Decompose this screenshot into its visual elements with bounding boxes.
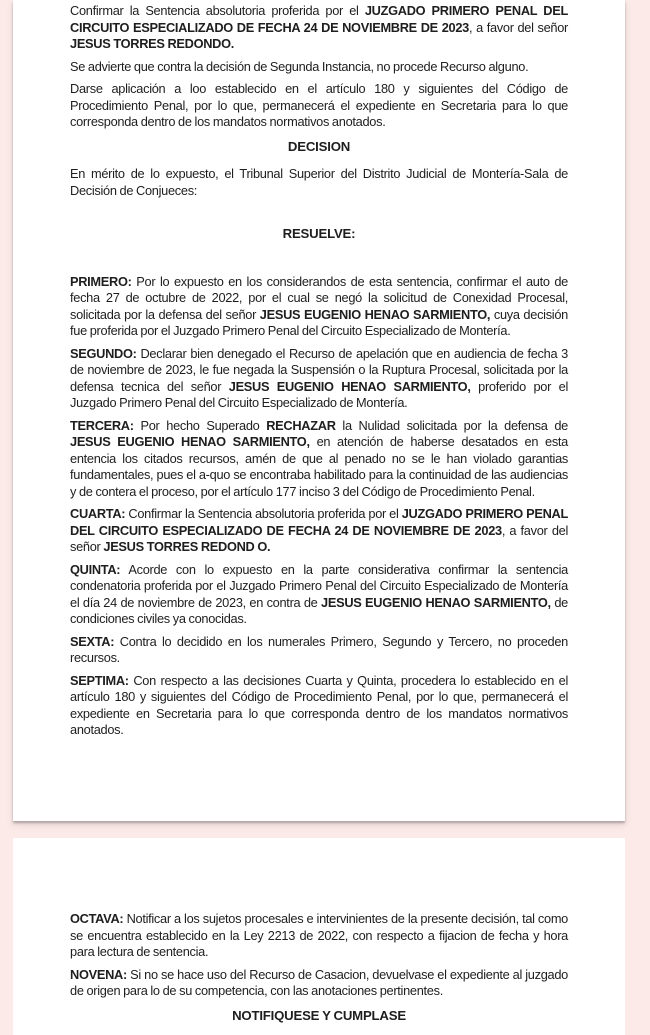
bold-text-run: JUZGADO PRIMERO PENAL DEL CIRCUITO ESPECIALIZADO DE FECHA 24 DE NOVIEMBRE DE 2023 <box>70 3 568 35</box>
document-paragraph <box>70 166 568 199</box>
bold-text-run: JESUS EUGENIO HENAO SARMIENTO, <box>321 594 551 610</box>
text-run: Darse aplicación a loo establecido en el artículo 180 y siguientes del Código de Procedimiento Penal, por lo que, permanecerá el expediente en Secretaria para lo que corresponda dentro de los mandatos normativos anotados. <box>70 81 568 129</box>
bold-text-run: NOVENA: <box>70 966 127 982</box>
text-run: proferido por el Juzgado Primero Penal del Circuito Especializado de Montería. <box>70 378 568 410</box>
bold-text-run: PRIMERO: <box>70 273 132 289</box>
bold-text-run: SEXTA: <box>70 633 115 649</box>
text-run: Acorde con lo expuesto en la parte considerativa confirmar la sentencia condenatoria proferida por el Juzgado Primero Penal del Circuito Especializado de Montería el día 24 de noviembre de 2023, en contra de <box>70 561 568 610</box>
document-paragraph <box>70 59 568 76</box>
bold-text-run: QUINTA: <box>70 561 121 577</box>
document-paragraph <box>70 673 568 739</box>
document-heading: NOTIFIQUESE Y CUMPLASE <box>232 1007 406 1023</box>
document-paragraph <box>70 418 568 501</box>
page-2-content <box>13 838 625 1024</box>
bold-text-run: RECHAZAR <box>266 417 336 433</box>
bold-text-run: JESUS TORRES REDOND O. <box>103 539 271 554</box>
bold-text-run: JESUS TORRES REDONDO. <box>70 36 235 51</box>
bold-text-run: CUARTA: <box>70 506 126 521</box>
document-paragraph <box>70 967 568 1000</box>
text-run: Notificar a los sujetos procesales e intervinientes de la presente decisión, tal como se encuentra establecido en la Ley 2213 de 2022, con respecto a fijacion de fecha y hora para lectura de sentencia. <box>70 911 568 959</box>
text-run: Declarar bien denegado el Recurso de apelación que en audiencia de fecha 3 de noviembre de 2023, le fue negada la Suspensión o la Ruptura Procesal, solicitada por la defensa tecnica del señor <box>70 345 568 394</box>
bold-text-run: SEPTIMA: <box>70 672 129 688</box>
text-run: Se advierte que contra la decisión de Segunda Instancia, no procede Recurso alguno. <box>70 58 529 74</box>
document-paragraph <box>70 81 568 131</box>
text-run: la Nulidad solicitada por la defensa de <box>335 417 568 433</box>
text-run: Con respecto a las decisiones Cuarta y Quinta, procedera lo establecido en el artículo 180 y siguientes del Código de Procedimiento Penal, por lo que, permanecerá el expediente en Secretaria para lo que corresponda dentro de los mandatos normativos anotados. <box>70 672 568 737</box>
text-run: , a favor del señor <box>469 19 568 35</box>
document-heading: RESUELVE: <box>282 226 356 241</box>
text-run: Confirmar la Sentencia absolutoria proferida por el <box>70 3 365 18</box>
document-paragraph <box>70 346 568 412</box>
bold-text-run: JESUS EUGENIO HENAO SARMIENTO, <box>70 434 310 449</box>
document-paragraph <box>70 911 568 961</box>
bold-text-run: SEGUNDO: <box>70 345 137 361</box>
text-run: en atención de haberse desatados en esta entencia los citados recursos, amén de que al penado no se le han violado garantias fundamentales, pues el a-quo se encontraba habilitado para la continuidad de las audiencias y de contera el proceso, por el artículo 177 inciso 3 del Código de Procedimiento Penal. <box>70 434 568 499</box>
document-page-1 <box>13 0 625 821</box>
document-paragraph <box>70 562 568 628</box>
document-paragraph <box>70 274 568 340</box>
text-run: Contra lo decidido en los numerales Primero, Segundo y Tercero, no proceden recursos. <box>70 633 568 665</box>
text-run: En mérito de lo expuesto, el Tribunal Superior del Distrito Judicial de Montería-Sala de Decisión de Conjueces: <box>70 166 568 198</box>
document-paragraph <box>70 506 568 556</box>
bold-text-run: JESUS EUGENIO HENAO SARMIENTO, <box>228 378 471 394</box>
text-run: de condiciones civiles ya conocidas. <box>70 594 568 626</box>
document-paragraph <box>70 3 568 53</box>
document-page-2 <box>13 838 625 1035</box>
text-run: cuya decisión fue proferida por el Juzgado Primero Penal del Circuito Especializado de Montería. <box>70 306 568 338</box>
document-paragraph <box>70 634 568 667</box>
document-heading: DECISION <box>287 138 351 154</box>
text-run: Por hecho Superado <box>133 417 267 433</box>
bold-text-run: JUZGADO PRIMERO PENAL DEL CIRCUITO ESPECIALIZADO DE FECHA 24 DE NOVIEMBRE DE 2023 <box>70 506 568 538</box>
text-run: , a favor del señor <box>70 522 568 554</box>
text-run: Por lo expuesto en los considerandos de esta sentencia, confirmar el auto de fecha 27 de octubre de 2022, por el cual se negó la solicitud de Conexidad Procesal, solicitada por la defensa del señor <box>70 273 568 322</box>
text-run: Confirmar la Sentencia absolutoria proferida por el <box>125 506 402 521</box>
bold-text-run: TERCERA: <box>70 417 134 433</box>
page-1-content <box>13 0 625 739</box>
bold-text-run: JESUS EUGENIO HENAO SARMIENTO, <box>259 306 491 322</box>
bold-text-run: OCTAVA: <box>70 911 124 926</box>
text-run: Si no se hace uso del Recurso de Casacion, devuelvase el expediente al juzgado de origen para lo de su competencia, con las anotaciones pertinentes. <box>70 966 568 998</box>
